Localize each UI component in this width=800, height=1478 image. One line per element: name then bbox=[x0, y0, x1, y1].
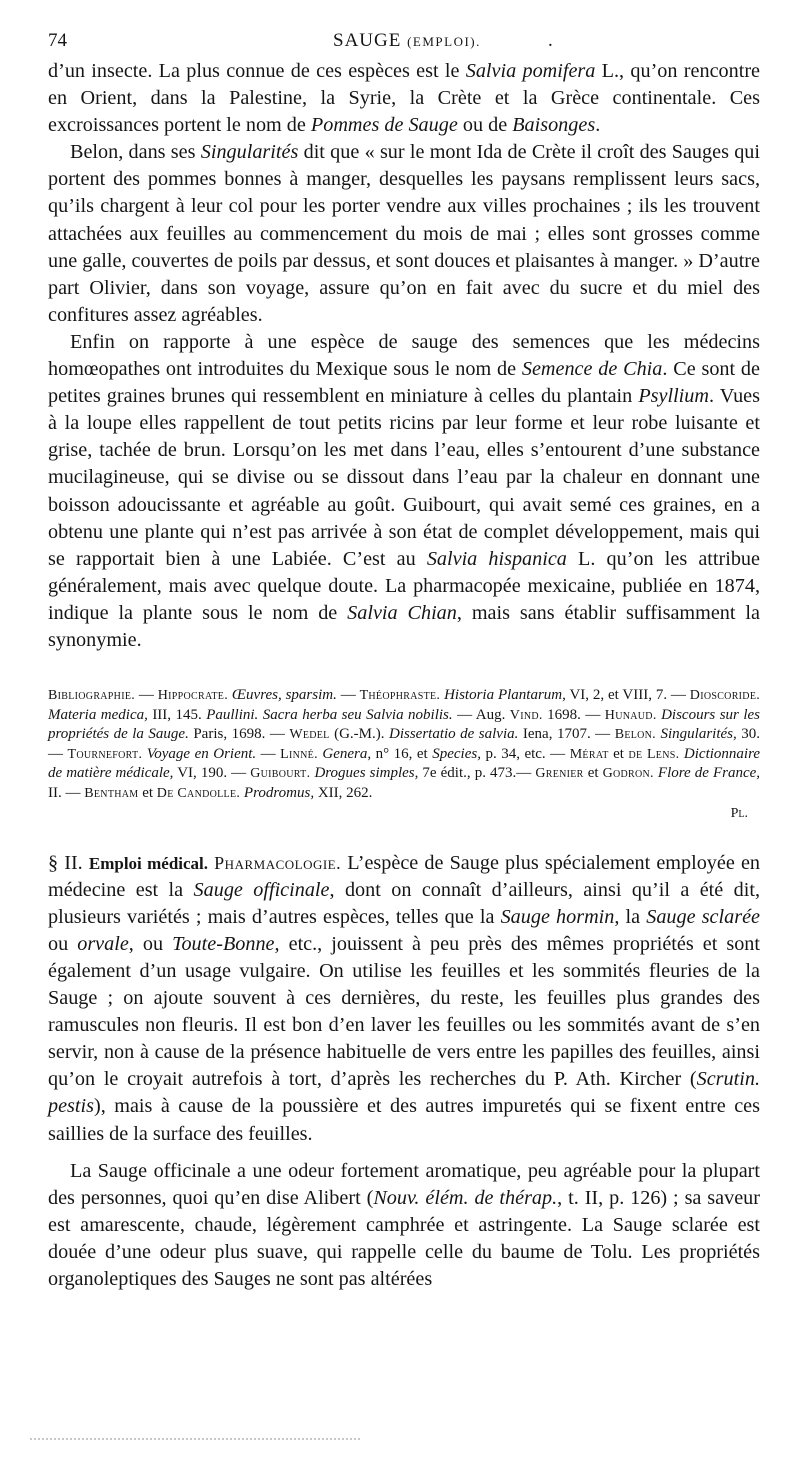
text-run: L., qu’on rencontre en Orient, dans la Palestine, la Syrie, la Crète et la Grèce continentale. Ces excroissances portent le nom de bbox=[48, 60, 761, 137]
text-run: 30. — bbox=[48, 726, 760, 762]
author: Hunaud. bbox=[604, 707, 657, 723]
italic-run: Flore de France, bbox=[653, 765, 761, 782]
text-run: — bbox=[135, 687, 158, 704]
section-heading: Emploi médical. bbox=[88, 853, 209, 873]
text-run: (G.-M.). bbox=[329, 726, 389, 743]
italic-run: Prodromus, bbox=[240, 785, 315, 802]
running-header bbox=[48, 30, 760, 58]
bottom-show-through-marks bbox=[30, 1438, 360, 1440]
text-run: , la bbox=[614, 905, 647, 928]
section-2-paragraph bbox=[48, 850, 760, 1148]
text-run: , ou bbox=[128, 932, 173, 955]
author: de Lens. bbox=[628, 746, 680, 762]
paragraph-1 bbox=[48, 58, 760, 139]
text-run: ou bbox=[48, 932, 78, 955]
text-run: Paris, 1698. — bbox=[188, 726, 290, 743]
italic-run: Sauge officinale bbox=[193, 878, 330, 901]
page-number: 74 bbox=[48, 30, 67, 51]
italic-run: Singularités bbox=[200, 141, 299, 164]
running-title-main: SAUGE bbox=[333, 30, 402, 51]
text-run: et bbox=[138, 785, 157, 802]
author-signature: Pl. bbox=[730, 805, 748, 821]
author: Bentham bbox=[84, 786, 139, 802]
italic-run: Discours sur les propriétés de la Sauge. bbox=[48, 706, 760, 743]
paragraph-5 bbox=[48, 1158, 760, 1293]
text-run: ), mais à cause de la poussière et des autres impuretés qui se fixent entre ces saillies de la surface des feuilles. bbox=[48, 1095, 760, 1145]
paragraph-2 bbox=[48, 139, 760, 329]
italic-run: orvale bbox=[77, 932, 129, 955]
text-run: , t. II, p. 126) ; sa saveur est amarescente, chaude, légèrement camphrée et astringente. La Sauge sclarée est douée d’une odeur plus suave, qui rappelle celle du baume de Tolu. Les propriétés organoleptiques des Sauges ne sont pas altérées bbox=[48, 1186, 760, 1291]
author: Théophraste. bbox=[359, 688, 441, 704]
header-mark: . bbox=[548, 30, 553, 51]
text-run: La Sauge officinale a une odeur fortement aromatique, peu agréable pour la plupart des personnes, quoi qu’en dise Alibert ( bbox=[48, 1159, 760, 1209]
author: Guibourt. bbox=[250, 766, 311, 782]
italic-run: Semence de Chia bbox=[521, 358, 663, 381]
italic-run: Materia medica, bbox=[48, 706, 148, 723]
text-run: L. qu’on les attribue généralement, mais avec quelque doute. La pharmacopée mexicaine, publiée en 1874, indique la plante sous le nom de bbox=[48, 547, 760, 624]
text-run: , etc., jouissent à peu près des mêmes propriétés et sont également d’un usage vulgaire. On utilise les feuilles et les sommités fleuries de la Sauge ; on ajoute souvent à ces dernières, du reste, les feuilles plus grandes des ramuscules non fleuris. Il est bon d’en laver les feuilles ou les sommités avant de s’en servir, non à cause de la présence habituelle de vers entre les papilles des feuilles, ainsi qu’on le croyait autrefois à tort, d’après les recherches du P. Ath. Kircher ( bbox=[48, 932, 761, 1091]
text-run: , dont on connaît d’ailleurs, ainsi qu’il a été dit, plusieurs variétés ; mais d’autres espèces, telles que la bbox=[48, 878, 760, 928]
italic-run: Baisonges bbox=[512, 114, 596, 137]
text-run: II. — bbox=[48, 785, 85, 802]
italic-run: Drogues simples, bbox=[310, 765, 419, 782]
page bbox=[48, 30, 760, 1293]
italic-run: Species, bbox=[432, 745, 481, 762]
italic-run: Sauge sclarée bbox=[646, 905, 760, 928]
author: Dioscoride. bbox=[689, 688, 761, 704]
italic-run: Nouv. élém. de thérap. bbox=[373, 1186, 558, 1209]
bibliography bbox=[48, 686, 760, 804]
running-title bbox=[333, 30, 481, 52]
text-run: et bbox=[608, 745, 629, 762]
biblio-label: Bibliographie. bbox=[48, 688, 136, 704]
text-run: L’espèce de Sauge plus spécialement employée en médecine est la bbox=[48, 851, 761, 901]
text-run: XII, 262. bbox=[314, 785, 373, 802]
text-run: Iena, 1707. — bbox=[518, 726, 615, 743]
author: Linné. bbox=[280, 746, 318, 762]
text-run: — bbox=[256, 745, 281, 762]
text-run: ou de bbox=[457, 114, 513, 137]
italic-run: Dictionnaire de matière médicale, bbox=[48, 745, 761, 782]
author: Godron. bbox=[602, 766, 654, 782]
text-run: VI, 2, et VIII, 7. — bbox=[565, 687, 690, 704]
text-run: n° 16, et bbox=[371, 745, 433, 762]
text-run: . Ce sont de petites graines brunes qui ressemblent en miniature à celles du plantain bbox=[48, 358, 760, 408]
text-run: Belon, dans ses bbox=[70, 141, 201, 164]
text-run: Enfin on rapporte à une espèce de sauge des semences que les médecins homœopathes ont introduites du Mexique sous le nom de bbox=[48, 330, 760, 381]
text-run: 1698. — bbox=[542, 706, 605, 723]
text-run: et bbox=[583, 765, 603, 782]
italic-run: Œuvres, sparsim. bbox=[228, 687, 337, 704]
running-title-sub: (EMPLOI). bbox=[407, 34, 481, 49]
italic-run: Singularités, bbox=[656, 726, 737, 743]
author: Grenier bbox=[535, 766, 584, 782]
italic-run: Pommes de Sauge bbox=[310, 114, 458, 137]
italic-run: Genera, bbox=[317, 745, 372, 762]
author: De Candolle. bbox=[156, 786, 241, 802]
text-run: VI, 190. — bbox=[173, 765, 251, 782]
text-run: , mais sans établir suffisamment la synonymie. bbox=[48, 601, 760, 651]
section-mark: § II. bbox=[48, 851, 83, 874]
author: Mérat bbox=[569, 746, 609, 762]
italic-run: Salvia Chian bbox=[347, 601, 457, 624]
italic-run: Sauge hormin bbox=[500, 905, 615, 928]
italic-run: Toute-Bonne bbox=[172, 932, 275, 955]
paragraph-3 bbox=[48, 329, 760, 654]
section-subheading: Pharmacologie. bbox=[214, 852, 342, 873]
author: Wedel bbox=[289, 727, 330, 743]
italic-run: Voyage en Orient. bbox=[142, 745, 257, 762]
text-run: . bbox=[595, 114, 601, 137]
text-run: 7e édit., p. 473.— bbox=[418, 765, 536, 782]
text-run: III, 145. bbox=[147, 706, 207, 723]
text-run: — bbox=[336, 687, 360, 704]
text-run: — Aug. bbox=[452, 706, 510, 723]
italic-run: Salvia pomifera bbox=[465, 60, 596, 82]
author: Hippocrate. bbox=[157, 688, 229, 704]
text-run: dit que « sur le mont Ida de Crète il croît des Sauges qui portent des pommes bonnes à manger, desquelles les paysans remplissent leurs sacs, qu’ils chargent à leur col pour les porter vendre aux villes prochaines ; ils les trouvent attachées aux feuilles au commencement du mois de mai ; elles sont grosses comme une galle, couvertes de poils par dessus, et sont douces et plaisantes à manger. » D’autre part Olivier, dans son voyage, assure qu’on en fait avec du sucre et du miel des confitures assez agréables. bbox=[48, 141, 760, 326]
italic-run: Psyllium bbox=[638, 385, 709, 408]
italic-run: Salvia hispanica bbox=[426, 547, 567, 570]
italic-run: Dissertatio de salvia. bbox=[388, 726, 519, 743]
author: Vind. bbox=[509, 707, 543, 723]
italic-run: Paullini. Sacra herba seu Salvia nobilis. bbox=[206, 706, 453, 723]
text-run: d’un insecte. La plus connue de ces espèces est le bbox=[48, 60, 466, 82]
text-run: . Vues à la loupe elles rappellent de tout petits ricins par leur forme et leur robe luisante et grise, tachée de brun. Lorsqu’on les met dans l’eau, elles s’entourent d’une substance mucilagineuse, qui se divise ou se dissout dans l’eau par la chaleur en donnant une boisson adoucissante et agréable au goût. Guibourt, qui avait semé ces graines, en a obtenu une plante qui n’est pas arrivée à son état de complet développement, mais qui se rapportait bien à une Labiée. C’est au bbox=[48, 385, 760, 570]
text-run: p. 34, etc. — bbox=[480, 745, 570, 762]
author: Belon. bbox=[614, 727, 656, 743]
italic-run: Historia Plantarum, bbox=[440, 687, 566, 704]
italic-run: Scrutin. pestis bbox=[48, 1068, 760, 1118]
author: Tournefort. bbox=[67, 746, 143, 762]
